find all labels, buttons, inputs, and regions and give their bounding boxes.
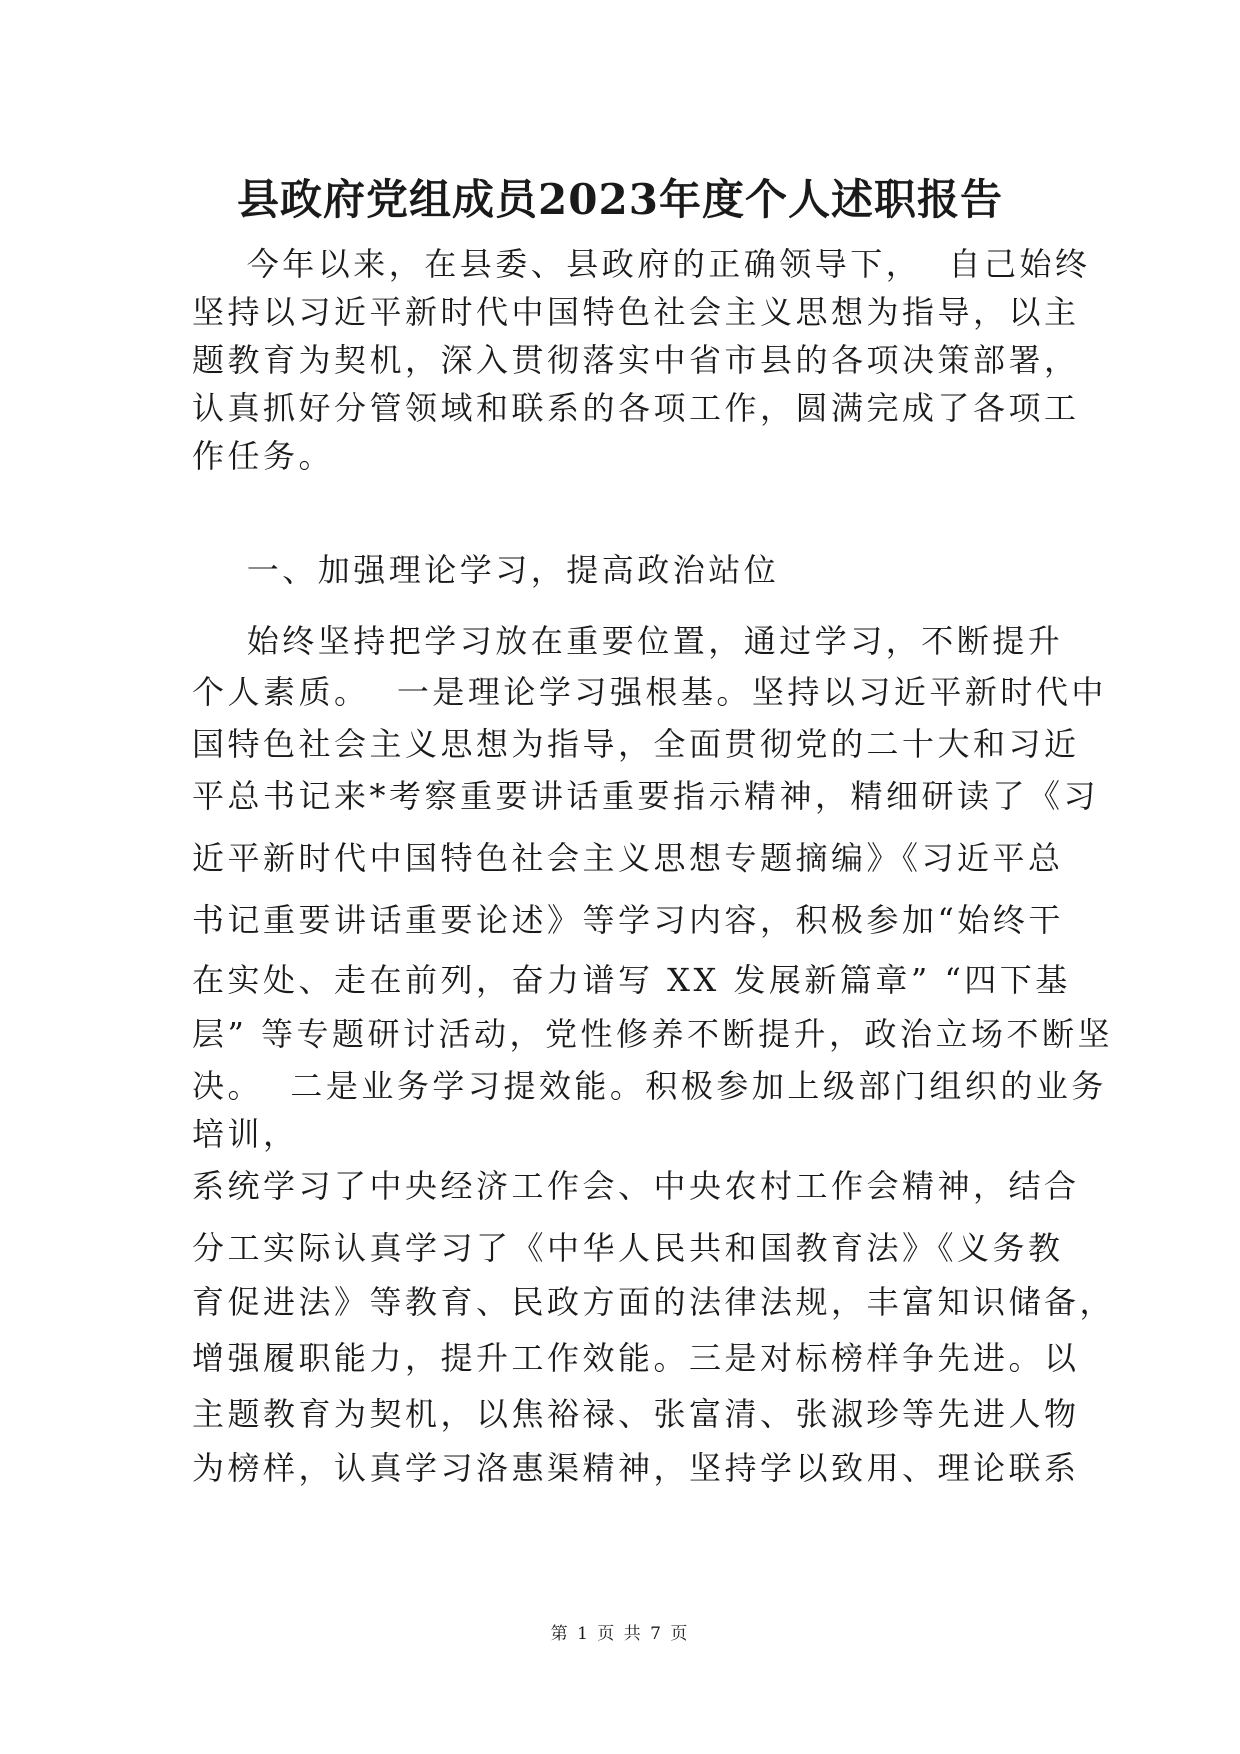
body-line: 培训， [192, 1115, 299, 1153]
body-line: 坚持以习近平新时代中国特色社会主义思想为指导，以主 [192, 293, 1080, 331]
body-line: 书记重要讲话重要论述》等学习内容，积极参加“始终干 [192, 901, 1064, 939]
section-heading: 一、加强理论学习，提高政治站位 [192, 551, 780, 589]
document-title: 县政府党组成员2023年度个人述职报告 [237, 175, 1003, 224]
body-line: 育促进法》等教育、民政方面的法律法规，丰富知识储备， [192, 1283, 1116, 1321]
body-line: 分工实际认真学习了《中华人民共和国教育法》《义务教 [192, 1229, 1064, 1267]
body-line: 始终坚持把学习放在重要位置，通过学习，不断提升 [192, 622, 1064, 660]
page-footer: 第 1 页 共 7 页 [550, 1624, 690, 1644]
body-line: 平总书记来*考察重要讲话重要指示精神，精细研读了《习 [192, 777, 1100, 815]
body-line: 作任务。 [192, 437, 335, 475]
body-line: 近平新时代中国特色社会主义思想专题摘编》《习近平总 [192, 839, 1064, 877]
body-line: 为榜样，认真学习洛惠渠精神，坚持学以致用、理论联系 [192, 1449, 1080, 1487]
body-line: 增强履职能力，提升工作效能。三是对标榜样争先进。以 [192, 1339, 1080, 1377]
body-line: 个人素质。 一是理论学习强根基。坚持以习近平新时代中 [192, 673, 1107, 711]
body-line: 题教育为契机，深入贯彻落实中省市县的各项决策部署， [192, 341, 1080, 379]
body-line: 决。 二是业务学习提效能。积极参加上级部门组织的业务 [192, 1067, 1107, 1105]
body-line: 国特色社会主义思想为指导，全面贯彻党的二十大和习近 [192, 725, 1080, 763]
body-line: 今年以来，在县委、县政府的正确领导下， 自己始终 [192, 245, 1091, 283]
body-line: 认真抓好分管领域和联系的各项工作，圆满完成了各项工 [192, 389, 1080, 427]
body-line: 系统学习了中央经济工作会、中央农村工作会精神，结合 [192, 1167, 1080, 1205]
body-line: 主题教育为契机，以焦裕禄、张富清、张淑珍等先进人物 [192, 1395, 1080, 1433]
body-line: 层” 等专题研讨活动，党性修养不断提升，政治立场不断坚 [192, 1015, 1114, 1053]
body-line: 在实处、走在前列，奋力谱写 XX 发展新篇章” “四下基 [192, 961, 1071, 999]
